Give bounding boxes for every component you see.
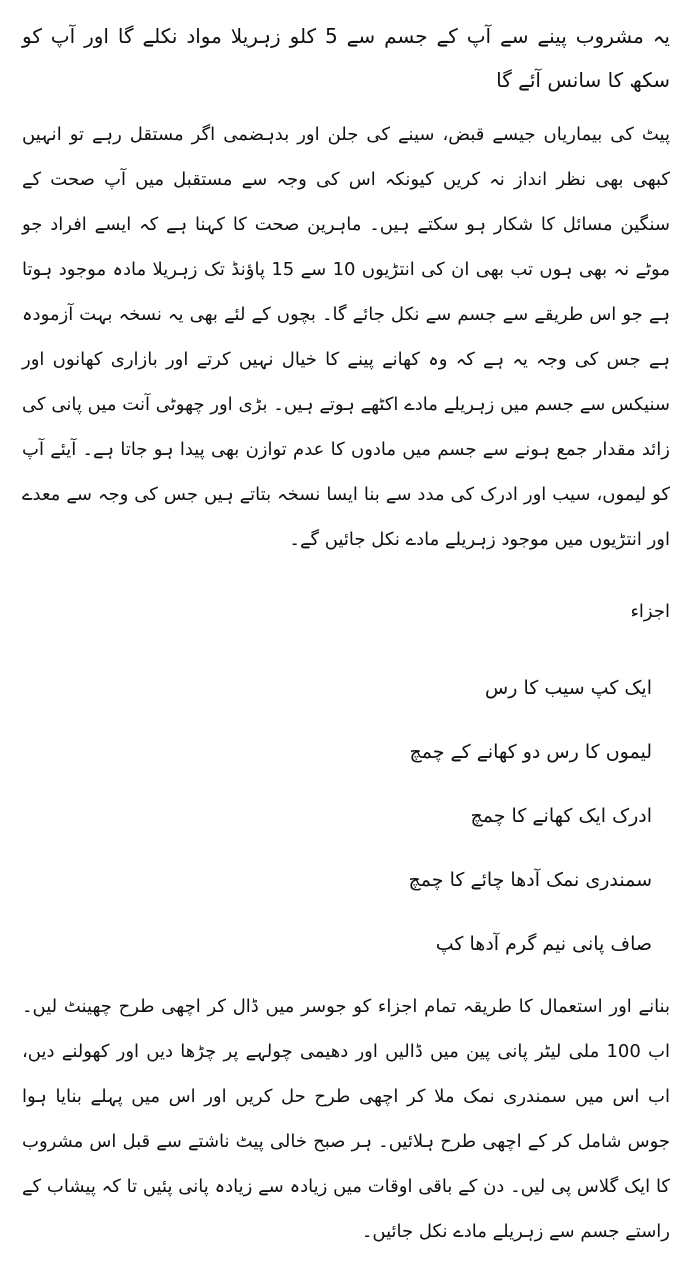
ingredients-heading: اجزاء [630,601,670,622]
ingredient-item: صاف پانی نیم گرم آدھا کپ [435,933,652,955]
method-paragraph: بنانے اور استعمال کا طریقہ تمام اجزاء کو جوسر میں ڈال کر اچھی طرح چھینٹ لیں۔ اب 100 ملی لیٹر پانی پین میں ڈالیں اور دھیمی چولہے پر چڑھا دیں اور کھولنے دیں، اب اس میں سمندری نمک ملا کر اچھی طرح حل کریں اور اس میں پہلے بنایا ہوا جوس شامل کر کے اچھی طرح ہلائیں۔ ہر صبح خالی پیٹ ناشتے سے قبل اس مشروب کا ایک گلاس پی لیں۔ دن کے باقی اوقات میں زیادہ سے زیادہ پانی پئیں تا کہ پیشاب کے راستے جسم سے زہریلے مادے نکل جائیں۔ [22,996,670,1242]
ingredient-item: لیموں کا رس دو کھانے کے چمچ [409,741,652,763]
article [22,14,670,1254]
article-title: یہ مشروب پینے سے آپ کے جسم سے 5 کلو زہریلا مواد نکلے گا اور آپ کو سکھ کا سانس آئے گا [22,24,670,92]
ingredient-item: ادرک ایک کھانے کا چمچ [470,805,652,827]
ingredients-list [22,656,670,976]
intro-paragraph: پیٹ کی بیماریاں جیسے قبض، سینے کی جلن اور بدہضمی اگر مستقل رہے تو انہیں کبھی بھی نظر انداز نہ کریں کیونکہ اس کی وجہ سے مستقبل میں آپ صحت کے سنگین مسائل کا شکار ہو سکتے ہیں۔ ماہرین صحت کا کہنا ہے کہ ایسے افراد جو موٹے نہ بھی ہوں تب بھی ان کی انتڑیوں 10 سے 15 پاؤنڈ تک زہریلا مادہ موجود ہوتا ہے جو اس طریقے سے جسم سے نکل جائے گا۔ بچوں کے لئے بھی یہ نسخہ بہت آزمودہ ہے جس کی وجہ یہ ہے کہ وہ کھانے پینے کا خیال نہیں کرتے اور بازاری کھانوں اور سنیکس سے جسم میں زہریلے مادے اکٹھے ہوتے ہیں۔ بڑی اور چھوٹی آنت میں پانی کی زائد مقدار جمع ہونے سے جسم میں مادوں کا عدم توازن بھی پیدا ہو جاتا ہے۔ آیئے آپ کو لیموں، سیب اور ادرک کی مدد سے بنا ایسا نسخہ بتاتے ہیں جس کی وجہ سے معدے اور انتڑیوں میں موجود زہریلے مادے نکل جائیں گے۔ [22,124,671,550]
ingredient-item: ایک کپ سیب کا رس [485,677,652,699]
ingredient-item: سمندری نمک آدھا چائے کا چمچ [408,869,652,891]
